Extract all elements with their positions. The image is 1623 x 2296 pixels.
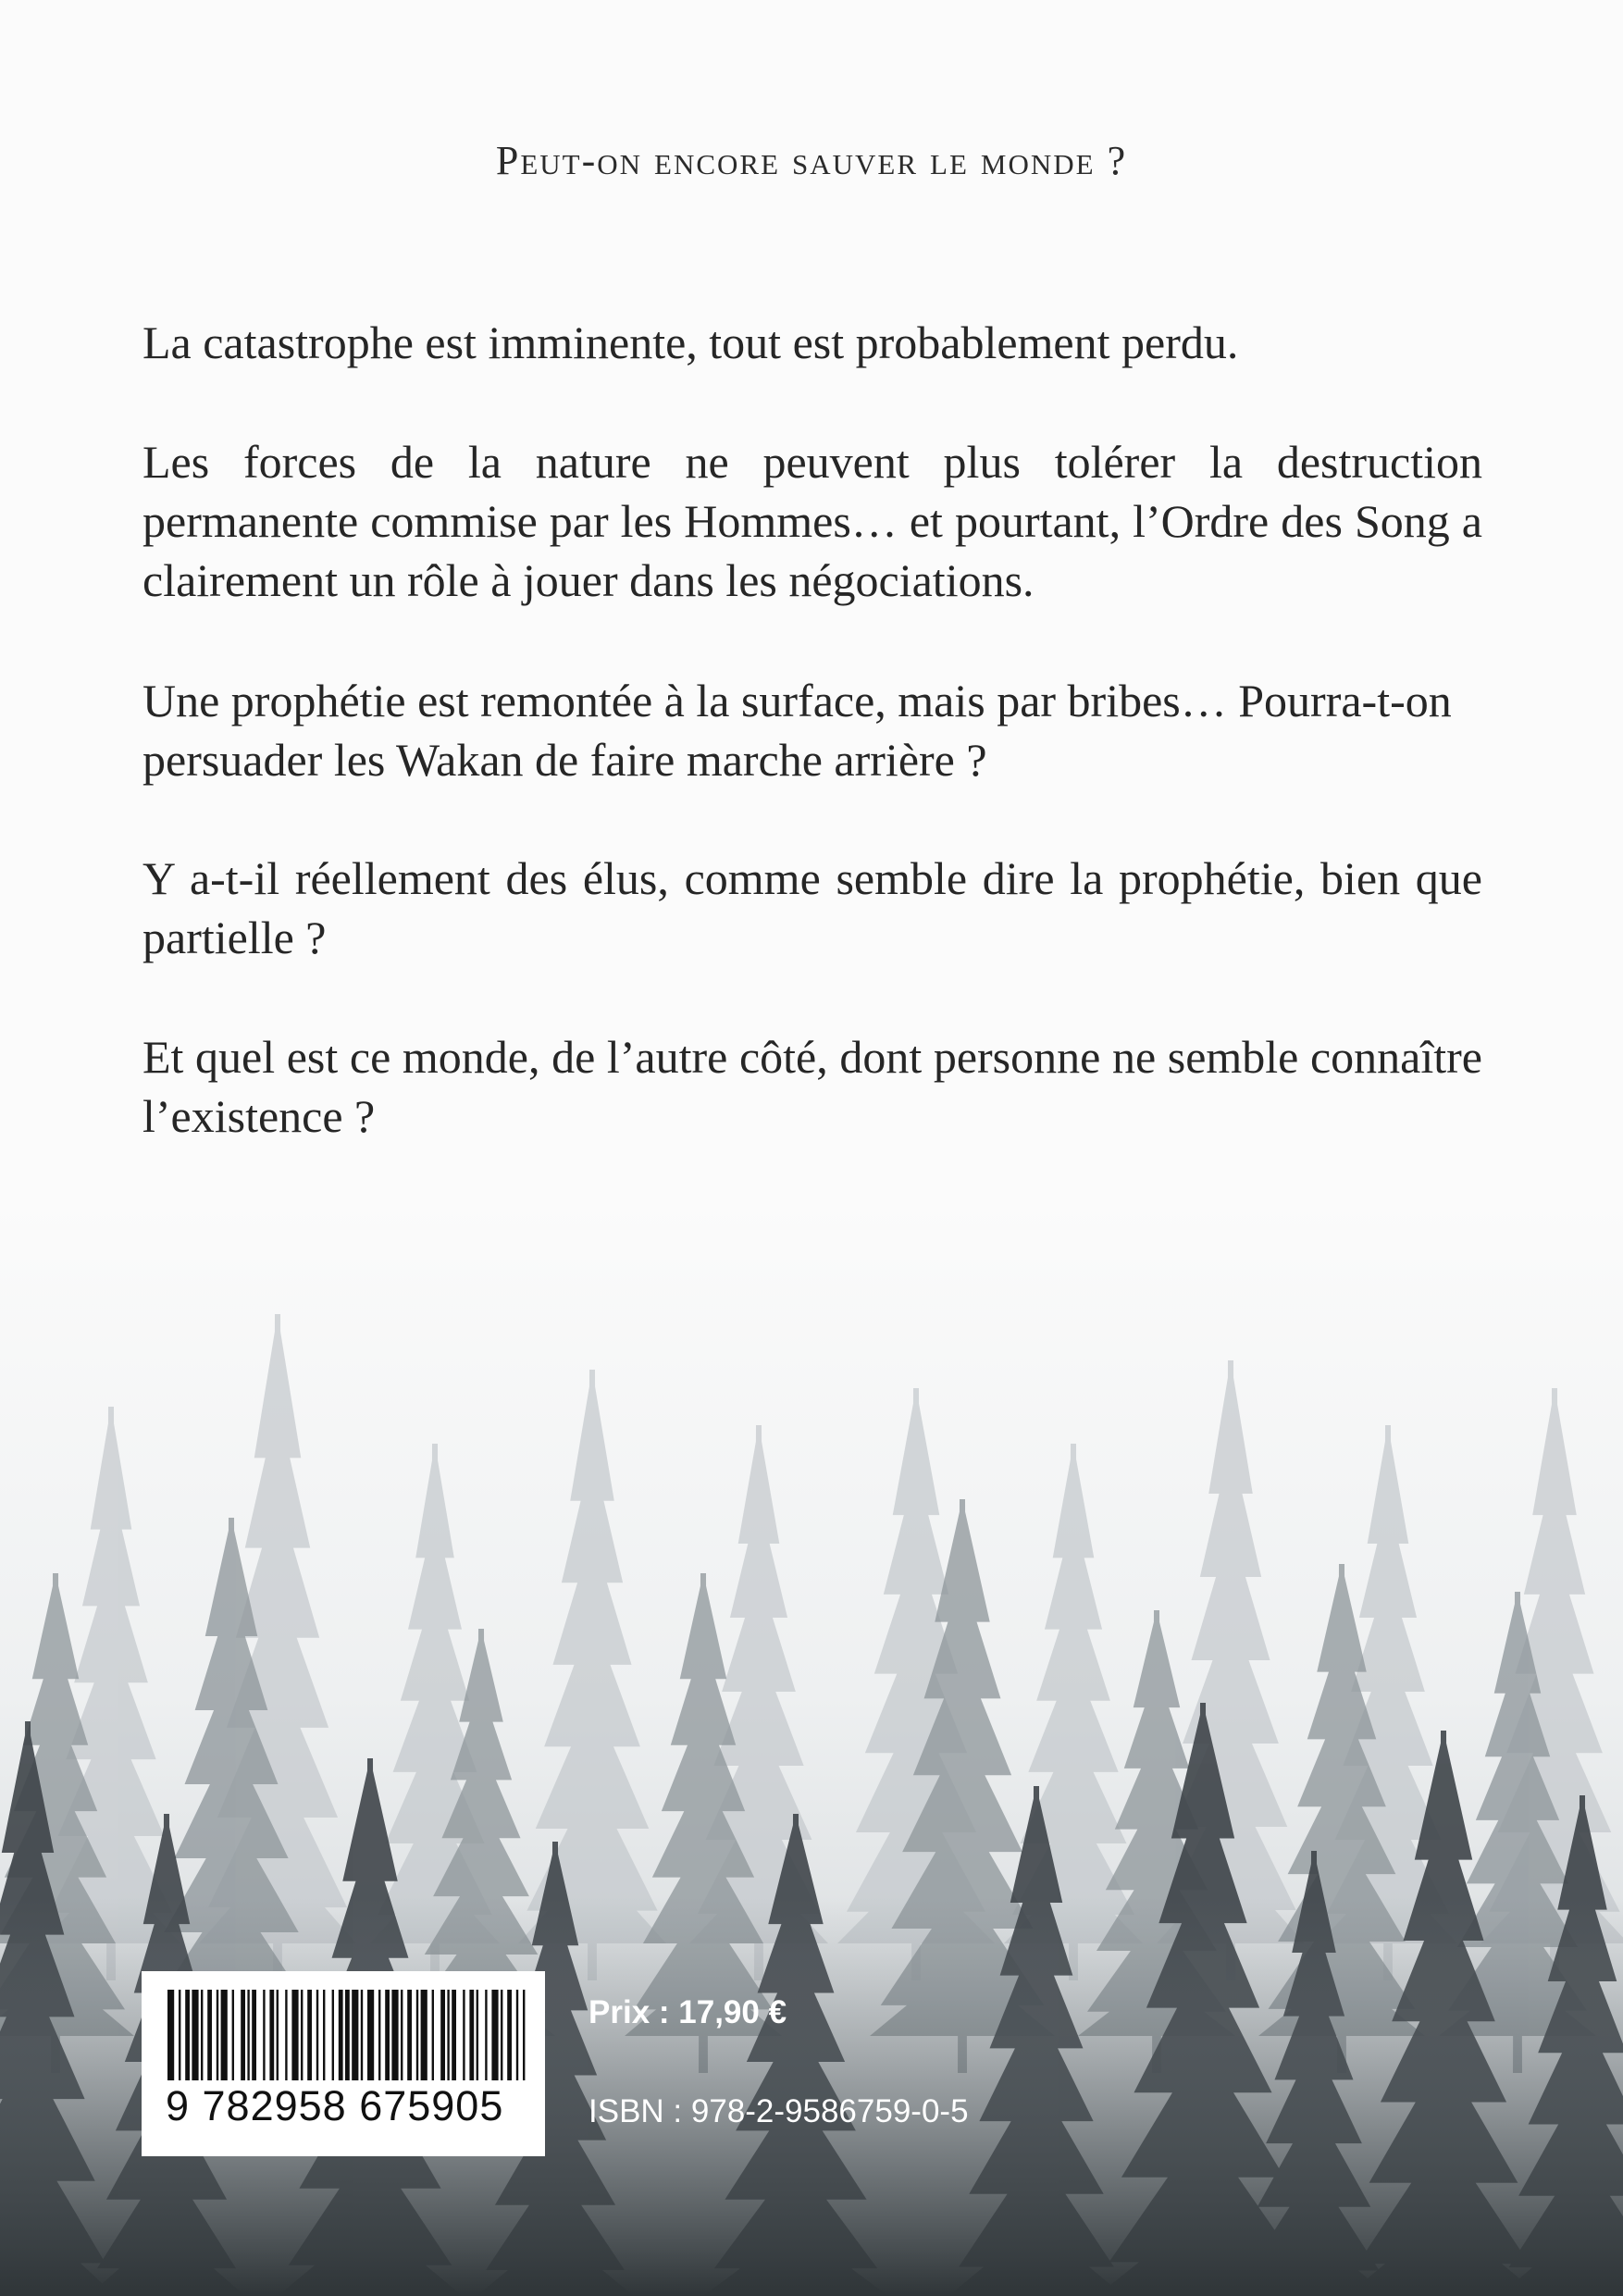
barcode-bar [291,1990,298,2080]
barcode-bar [207,1990,212,2080]
blurb-paragraph-1: La catastrophe est imminente, tout est probablement perdu. [142,316,1239,368]
blurb-paragraph-3: Une prophétie est remontée à la surface, mais par bribes… Pourra-t-on persuader les Wakan de faire marche arrière ? [142,675,1452,786]
barcode-bar [301,1990,303,2080]
barcode-bar [277,1990,279,2080]
barcode-bar [391,1990,398,2080]
barcode-bar [507,1990,512,2080]
barcode-bar [463,1990,465,2080]
blurb-paragraph-5: Et quel est ce monde, de l’autre côté, dont personne ne semble connaître l’existence ? [142,1031,1482,1142]
barcode-panel [142,1971,545,2156]
barcode-image [166,1990,527,2080]
barcode-bar [332,1990,334,2080]
barcode-bar [378,1990,380,2080]
price-label: Prix : 17,90 € [588,1994,787,2030]
barcode-bar [361,1990,363,2080]
tagline: Peut-on encore sauver le monde ? [495,138,1128,183]
barcode-bar [285,1990,287,2080]
barcode-bar [167,1990,174,2080]
barcode-bar [247,1990,249,2080]
barcode-bar [416,1990,418,2080]
barcode-bar [401,1990,403,2080]
barcode-bar [307,1990,312,2080]
barcode-bar [407,1990,412,2080]
barcode-bar [516,1990,518,2080]
barcode-bar [221,1990,228,2080]
blurb-paragraph-4: Y a-t-il réellement des élus, comme semble dire la prophétie, bien que partielle ? [142,852,1482,963]
barcode-bar [192,1990,198,2080]
barcode-bar [201,1990,203,2080]
barcode-bar [232,1990,234,2080]
blurb-paragraph-2: Les forces de la nature ne peuvent plus tolérer la destruction permanente commise par les Hommes… et pourtant, l’Ordre des Song a clairement un rôle à jouer dans les négociations. [142,436,1482,606]
barcode-bar [447,1990,449,2080]
barcode-bar [316,1990,318,2080]
barcode-bar [241,1990,245,2080]
barcode-bar [477,1990,478,2080]
barcode-bar [523,1990,525,2080]
barcode-bar [263,1990,265,2080]
barcode-bar [185,1990,190,2080]
barcode-bar [352,1990,358,2080]
barcode-bar [421,1990,427,2080]
barcode-bar [252,1990,256,2080]
barcode-bar [269,1990,274,2080]
barcode-bar [440,1990,445,2080]
barcode-bar [339,1990,343,2080]
barcode-bar [432,1990,434,2080]
barcode-bar [485,1990,487,2080]
barcode-bar [345,1990,350,2080]
barcode-bar [323,1990,325,2080]
barcode-bar [469,1990,474,2080]
isbn-label: ISBN : 978-2-9586759-0-5 [588,2093,969,2129]
barcode-bar [501,1990,502,2080]
barcode-bar [367,1990,374,2080]
barcode-number: 9 782958 675905 [166,2082,504,2129]
barcode-bar [385,1990,390,2080]
barcode-bar [179,1990,180,2080]
barcode-bar [452,1990,456,2080]
barcode-bar [217,1990,218,2080]
barcode-bar [491,1990,498,2080]
